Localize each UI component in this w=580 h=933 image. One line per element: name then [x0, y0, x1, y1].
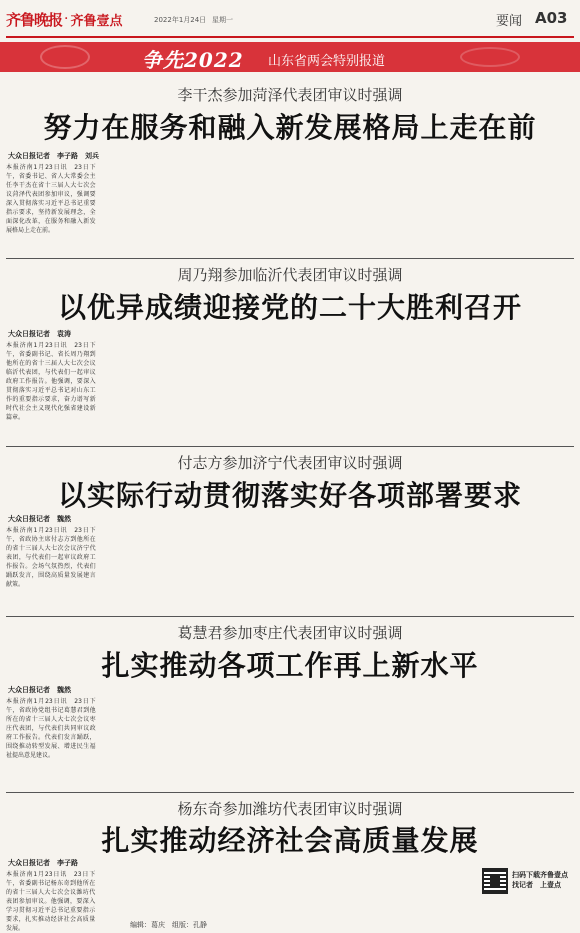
logo-qilu-yidian: 齐鲁壹点: [70, 13, 123, 29]
decorative-swirl-right: [460, 47, 520, 67]
article-5-column: [101, 870, 190, 918]
article-4-byline: 大众日报记者 魏然: [8, 686, 71, 694]
article-3-column: [197, 526, 287, 614]
banner-title: 争先2022: [142, 48, 244, 72]
article-divider: [6, 258, 574, 259]
article-2-column: [102, 341, 192, 443]
banner-subtitle: 山东省两会特别报道: [268, 54, 386, 69]
article-1-column: [293, 163, 383, 255]
article-5-headline: 扎实推动经济社会高质量发展: [101, 824, 479, 857]
article-3-body: [6, 526, 574, 614]
special-report-banner: [0, 42, 580, 72]
article-2-column: [389, 341, 479, 443]
logo-qilu-evening: 齐鲁晚报: [6, 10, 63, 29]
page-footer-credits: 编辑：葛庆 组版：孔静: [130, 921, 207, 929]
article-4-column: [197, 697, 287, 789]
article-2-column: [197, 341, 287, 443]
article-4-column: 本报济南1月23日讯 23日下午，省政协党组书记葛慧君到他所在的省十三届人大七次会议枣庄代表团，与代表们共同审议政府工作报告。代表们发言踊跃，围绕推动转型发展、增进民生福祉提出意见建议。: [6, 698, 96, 759]
article-3-column: 本报济南1月23日讯 23日下午，省政协主席付志方到他所在的省十三届人大七次会议济宁代表团，与代表们一起审议政府工作报告。会场气氛热烈，代表们踊跃发言，围绕高质量发展建言献策。: [6, 527, 96, 588]
header-rule: [6, 36, 574, 38]
article-3-column: [293, 526, 383, 614]
article-4-column: [102, 697, 192, 789]
article-2-body: [6, 341, 574, 443]
article-2-kicker: 周乃翔参加临沂代表团审议时强调: [177, 266, 403, 284]
article-2-byline: 大众日报记者 袁涛: [8, 330, 71, 338]
article-2-column: [293, 341, 383, 443]
article-3-column: [389, 526, 479, 614]
article-1-column: [102, 163, 192, 255]
masthead: [0, 0, 580, 40]
section-name: 要闻: [496, 14, 523, 29]
article-4-column: [389, 697, 479, 789]
article-3-column: [484, 526, 574, 614]
article-1-column: [389, 163, 479, 255]
article-1-body: [6, 163, 574, 255]
qr-caption-line-1: 扫码下载齐鲁壹点: [512, 871, 568, 879]
article-3-column: [102, 526, 192, 614]
article-1-headline: 努力在服务和融入新发展格局上走在前: [43, 111, 537, 144]
decorative-swirl-left: [40, 45, 90, 69]
article-1-column: [197, 163, 287, 255]
qr-code-center: [490, 876, 500, 886]
article-5-column: [196, 870, 285, 918]
article-3-headline: 以实际行动贯彻落实好各项部署要求: [57, 479, 522, 512]
article-1-kicker: 李干杰参加菏泽代表团审议时强调: [177, 86, 403, 104]
article-4-kicker: 葛慧君参加枣庄代表团审议时强调: [177, 624, 403, 642]
article-5-column: [387, 870, 476, 918]
article-4-headline: 扎实推动各项工作再上新水平: [101, 649, 479, 682]
article-3-byline: 大众日报记者 魏然: [8, 515, 71, 523]
article-1-byline: 大众日报记者 李子路 刘兵: [8, 152, 99, 160]
issue-date: 2022年1月24日: [154, 16, 207, 24]
qr-caption: [512, 870, 568, 890]
article-5-kicker: 杨东奇参加潍坊代表团审议时强调: [177, 800, 403, 818]
article-3-kicker: 付志方参加济宁代表团审议时强调: [177, 454, 403, 472]
article-4-column: [293, 697, 383, 789]
article-divider: [6, 616, 574, 617]
article-1-column: 本报济南1月23日讯 23日下午，省委书记、省人大常委会主任李干杰在省十三届人大七次会议菏泽代表团参加审议，强调要深入贯彻落实习近平总书记重要指示要求，坚持新发展理念，全面深化改革，在服务和融入新发展格局上走在前。: [6, 164, 96, 234]
article-1-column: [484, 163, 574, 255]
article-2-headline: 以优异成绩迎接党的二十大胜利召开: [57, 291, 522, 324]
page-number: A03: [535, 9, 568, 27]
article-divider: [6, 446, 574, 447]
article-divider: [6, 792, 574, 793]
article-2-column: [484, 341, 574, 443]
article-5-column: [292, 870, 381, 918]
article-4-body: [6, 697, 574, 789]
article-4-column: [484, 697, 574, 789]
qr-caption-line-2: 找记者 上壹点: [512, 881, 561, 889]
article-5-column: 本报济南1月23日讯 23日下午，省委副书记杨东奇到他所在的省十三届人大七次会议潍坊代表团参加审议。他强调，要深入学习贯彻习近平总书记重要指示要求，扎实推动经济社会高质量发展。: [6, 871, 96, 932]
article-5-byline: 大众日报记者 李子路: [8, 859, 78, 867]
issue-weekday: 星期一: [212, 16, 233, 24]
article-2-column: 本报济南1月23日讯 23日下午，省委副书记、省长周乃翔到他所在的省十三届人大七次会议临沂代表团，与代表们一起审议政府工作报告。他强调，要深入贯彻落实习近平总书记对山东工作的重要指示要求，奋力谱写新时代社会主义现代化强省建设新篇章。: [6, 342, 96, 421]
newspaper-logo: 齐鲁晚报 · 齐鲁壹点: [6, 10, 123, 29]
